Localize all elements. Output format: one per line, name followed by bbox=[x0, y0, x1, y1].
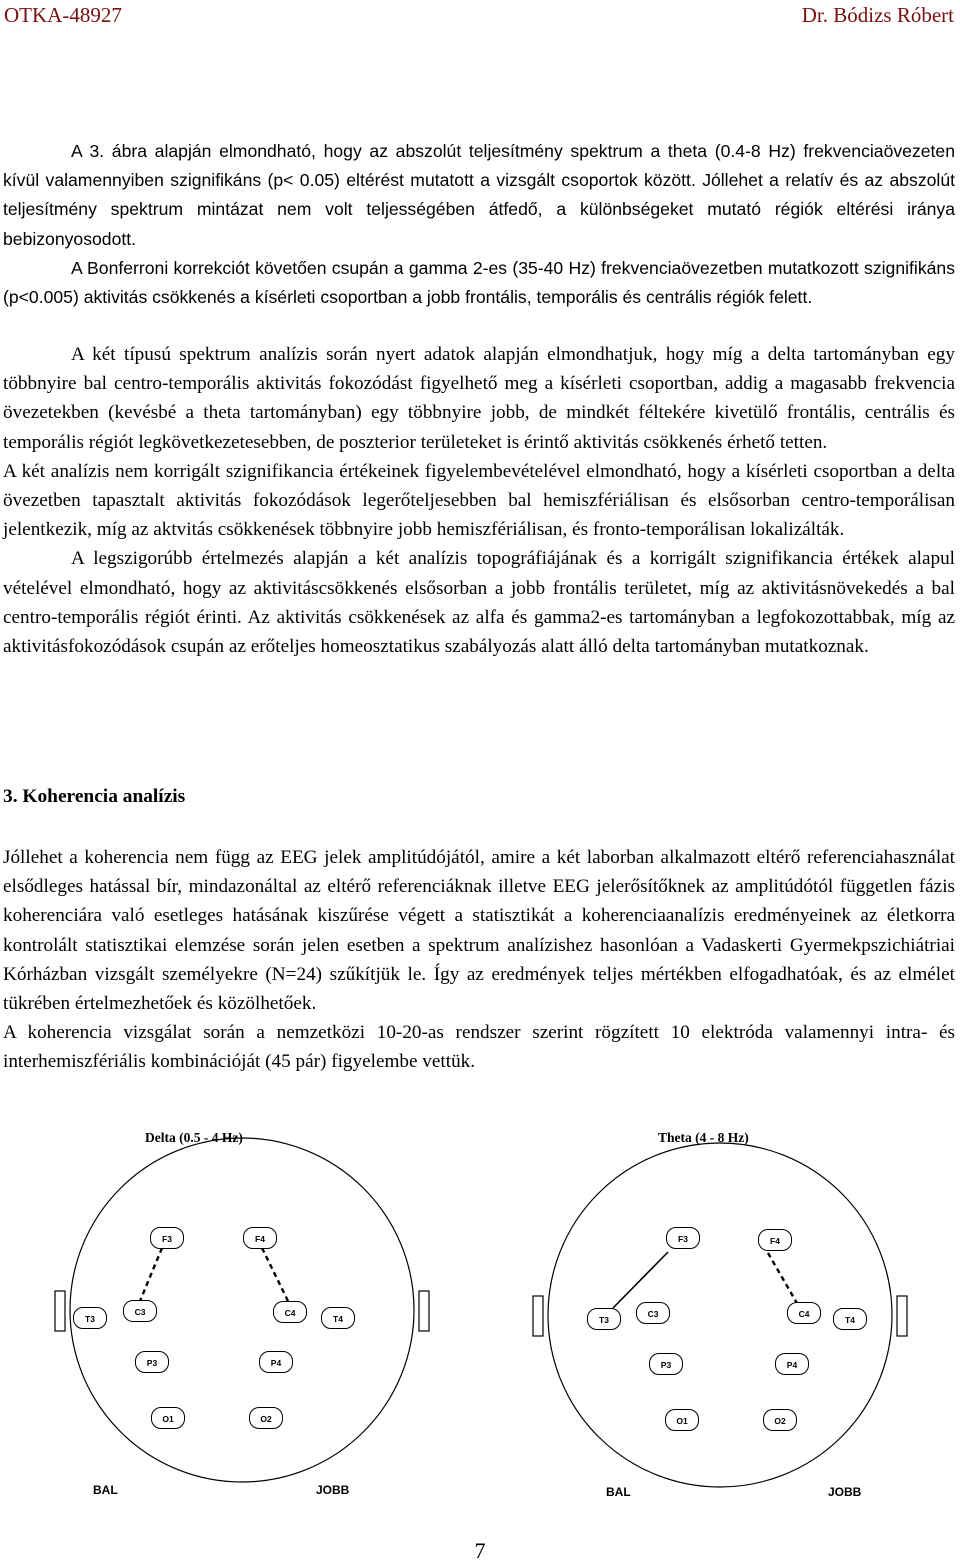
electrode-o1: O1 bbox=[151, 1407, 185, 1429]
paragraph: A két típusú spektrum analízis során nyert adatok alapján elmondhatjuk, hogy míg a delta tartományban egy többnyire bal centro-temporális aktivitás fokozódást figyelhető meg a kísérleti csoportban, addig a magasabb frekvencia övezetekben (kevésbé a theta tartományban) egy többnyire jobb, de mindkét féltekére kivetülő frontális, centrális és temporális régiót legkövetkezetesebben, de poszterior területeket is érintő aktivitás csökkenés érhető tetten. bbox=[3, 344, 955, 453]
diagram-title: Theta (4 - 8 Hz) bbox=[658, 1130, 749, 1145]
results-paragraphs bbox=[3, 137, 955, 312]
electrode-o2: O2 bbox=[763, 1409, 797, 1431]
left-hemisphere-label: BAL bbox=[606, 1485, 631, 1499]
right-hemisphere-label: JOBB bbox=[316, 1483, 350, 1497]
electrode-p4: P4 bbox=[775, 1353, 809, 1375]
ear-left bbox=[533, 1296, 543, 1336]
paragraph: A legszigorúbb értelmezés alapján a két analízis topográfiájának és a korrigált szignifikancia értékek alapul vételével elmondható, hogy az aktivitáscsökkenés elsősorban a jobb frontális területet, míg az aktivitásnövekedés a bal centro-temporális régiót érinti. Az aktivitás csökkenések az alfa és gamma2-es tartományban a legfokozottabbak, míg az aktivitásfokozódások csupán az erőteljes homeosztatikus szabályozás alatt álló delta tartományban mutatkoznak. bbox=[3, 548, 955, 658]
head-outline bbox=[70, 1138, 414, 1482]
page-header bbox=[0, 0, 960, 34]
electrode-f4: F4 bbox=[758, 1229, 792, 1251]
electrode-c3: C3 bbox=[636, 1302, 670, 1324]
delta-coherence-diagram bbox=[50, 1128, 480, 1508]
ear-right bbox=[419, 1291, 429, 1331]
electrode-c4: C4 bbox=[787, 1302, 821, 1324]
paragraph: A két analízis nem korrigált szignifikancia értékeinek figyelembevételével elmondható, hogy a kísérleti csoportban a delta övezetben tapasztalt aktivitás fokozódások legerőteljesebben bal hemiszfériálisan és elsősorban centro-temporálisan jelentkezik, míg az aktvitás csökkenések többnyire jobb hemiszfériálisan, és fronto-temporálisan lokalizálták. bbox=[3, 460, 955, 541]
section-heading: 3. Koherencia analízis bbox=[3, 786, 186, 807]
electrode-f3: F3 bbox=[150, 1227, 184, 1249]
diagram-title: Delta (0.5 - 4 Hz) bbox=[145, 1130, 243, 1145]
coherence-link-f3-c3 bbox=[140, 1248, 162, 1301]
paragraph: A Bonferroni korrekciót követően csupán a gamma 2-es (35-40 Hz) frekvenciaövezetben mutatkozott szignifikáns (p<0.005) aktivitás csökkenés a kísérleti csoportban a jobb frontális, temporális és centrális régiók felett. bbox=[3, 257, 955, 308]
coherence-link-f3-t3 bbox=[613, 1252, 668, 1308]
electrode-p3: P3 bbox=[649, 1353, 683, 1375]
ear-left bbox=[55, 1291, 65, 1331]
header-project-id: OTKA-48927 bbox=[4, 3, 122, 27]
paragraph: A koherencia vizsgálat során a nemzetközi 10-20-as rendszer szerint rögzített 10 elektróda valamennyi intra- és interhemiszfériális kombinációját (45 pár) figyelembe vettük. bbox=[3, 1022, 955, 1073]
coherence-paragraphs bbox=[3, 843, 955, 1077]
coherence-link-f4-c4 bbox=[768, 1253, 798, 1305]
electrode-o2: O2 bbox=[249, 1407, 283, 1429]
electrode-t3: T3 bbox=[587, 1308, 621, 1330]
coherence-link-f4-c4 bbox=[262, 1248, 288, 1301]
electrode-p3: P3 bbox=[135, 1351, 169, 1373]
electrode-f4: F4 bbox=[243, 1227, 277, 1249]
paragraph: A 3. ábra alapján elmondható, hogy az abszolút teljesítmény spektrum a theta (0.4-8 Hz) frekvenciaövezeten kívül valamennyiben szignifikáns (p< 0.05) eltérést mutatott a vizsgált csoportok között. Jóllehet a relatív és az abszolút teljesítmény spektrum mintázat nem volt teljességében átfedő, a különbségeket mutató régiók eltérési iránya bebizonyosodott. bbox=[3, 141, 955, 249]
electrode-o1: O1 bbox=[665, 1409, 699, 1431]
summary-paragraphs bbox=[3, 340, 955, 661]
electrode-p4: P4 bbox=[259, 1351, 293, 1373]
head-map-delta bbox=[50, 1128, 480, 1508]
theta-coherence-diagram bbox=[528, 1128, 958, 1508]
electrode-f3: F3 bbox=[666, 1227, 700, 1249]
paragraph: Jóllehet a koherencia nem függ az EEG jelek amplitúdójától, amire a két laborban alkalmazott eltérő referenciahasználat elsődleges hatással bír, mindazonáltal az eltérő referenciáknak illetve EEG jelerősítőknek az amplitúdótól független fázis koherenciára való esetleges hatásának kiszűrése végett a statisztikát a koherenciaanalízis eredményeinek az életkorra kontrolált statisztikai elemzése során jelen esetben a spektrum analízishez hasonlóan a Vadaskerti Gyermekpszichiátriai Kórházban vizsgált személyekre (N=24) szűkítjük le. Így az eredmények teljes mértékben elfogadhatóak, és az elmélet tükrében értelmezhetőek és közölhetőek. bbox=[3, 847, 955, 1015]
page-number: 7 bbox=[474, 1538, 486, 1563]
electrode-t4: T4 bbox=[833, 1308, 867, 1330]
ear-right bbox=[897, 1296, 907, 1336]
electrode-c3: C3 bbox=[123, 1300, 157, 1322]
left-hemisphere-label: BAL bbox=[93, 1483, 118, 1497]
electrode-c4: C4 bbox=[273, 1301, 307, 1323]
electrode-t3: T3 bbox=[73, 1307, 107, 1329]
header-author: Dr. Bódizs Róbert bbox=[801, 3, 954, 27]
right-hemisphere-label: JOBB bbox=[828, 1485, 862, 1499]
electrode-t4: T4 bbox=[321, 1307, 355, 1329]
